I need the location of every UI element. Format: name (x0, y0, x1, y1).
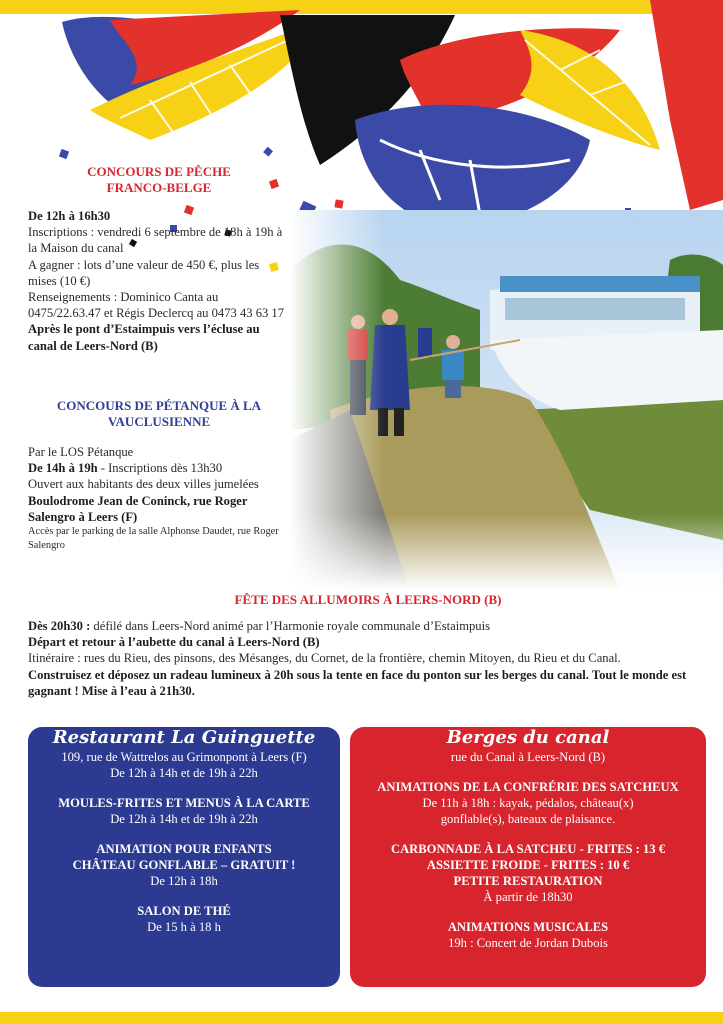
fete-radeau: Construisez et déposez un radeau lumineux à 20h sous la tente en face du ponton sur les berges du canal. Tout le monde est gagnant ! Mise à l’eau à 21h30. (28, 667, 687, 698)
peche-gagner: A gagner : lots d’une valeur de 450 €, plus les mises (10 €) (28, 257, 260, 288)
petanque-org: Par le LOS Pétanque (28, 445, 134, 459)
satcheux-text: De 11h à 18h : kayak, pédalos, château(x) gonflable(s), bateaux de plaisance. (422, 796, 634, 826)
petanque-title: CONCOURS DE PÉTANQUE À LA VAUCLUSIENNE (56, 398, 262, 429)
fete-itineraire: Itinéraire : rues du Rieu, des pinsons, des Mésanges, du Cornet, de la frontière, chemin Mitoyen, du Rieu et du Canal. (28, 651, 621, 666)
petanque-section (28, 398, 290, 552)
assiette-line: ASSIETTE FROIDE - FRITES : 10 € (426, 858, 630, 872)
peche-title: CONCOURS DE PÊCHE FRANCO-BELGE (87, 164, 231, 195)
fete-title: FÊTE DES ALLUMOIRS À LEERS-NORD (B) (234, 592, 502, 607)
salon-the-hours: De 15 h à 18 h (147, 920, 221, 934)
musique-text: 19h : Concert de Jordan Dubois (448, 936, 608, 950)
musique-title: ANIMATIONS MUSICALES (447, 920, 609, 934)
animation-enfants-hours: De 12h à 18h (150, 874, 218, 888)
guinguette-box (28, 727, 340, 987)
petanque-time: De 14h à 19h (28, 461, 98, 476)
guinguette-title: Restaurant La Guinguette (52, 727, 316, 748)
satcheux-title: ANIMATIONS DE LA CONFRÉRIE DES SATCHEUX (377, 780, 679, 794)
petite-restauration: PETITE RESTAURATION (453, 874, 603, 888)
peche-section (28, 164, 290, 354)
moules-title: MOULES-FRITES ET MENUS À LA CARTE (58, 796, 310, 810)
animation-enfants-title: ANIMATION POUR ENFANTS CHÂTEAU GONFLABLE – GRATUIT ! (72, 842, 296, 872)
guinguette-address: 109, rue de Wattrelos au Grimonpont à Leers (F) (61, 750, 307, 764)
restauration-hours: À partir de 18h30 (483, 890, 573, 904)
fete-time-line (28, 618, 708, 634)
fete-depart: Départ et retour à l’aubette du canal à Leers-Nord (B) (28, 635, 320, 650)
salon-the-title: SALON DE THÉ (137, 904, 231, 918)
petanque-time-rest: - Inscriptions dès 13h30 (97, 461, 223, 476)
petanque-lieu: Boulodrome Jean de Coninck, rue Roger Salengro à Leers (F) (28, 493, 248, 524)
petanque-time-line (28, 460, 290, 476)
peche-renseignements: Renseignements : Dominico Canta au 0475/22.63.47 et Régis Declercq au 0473 43 63 17 (28, 290, 285, 321)
peche-inscriptions: Inscriptions : vendredi 6 septembre de 18h à 19h à la Maison du canal (28, 225, 283, 256)
canal-photo (290, 210, 723, 590)
carbonnade-line: CARBONNADE À LA SATCHEU - FRITES : 13 € (390, 842, 666, 856)
peche-time: De 12h à 16h30 (28, 209, 111, 223)
moules-hours: De 12h à 14h et de 19h à 22h (110, 812, 258, 826)
fete-time-rest: défilé dans Leers-Nord animé par l’Harmonie royale communale d’Estaimpuis (90, 619, 490, 633)
top-yellow-band (0, 0, 723, 14)
fete-time: Dès 20h30 : (28, 619, 91, 633)
fete-section (28, 592, 708, 699)
berges-title: Berges du canal (446, 727, 610, 748)
peche-lieu: Après le pont d’Estaimpuis vers l’écluse au canal de Leers-Nord (B) (28, 322, 260, 353)
bottom-yellow-band (0, 1008, 723, 1024)
petanque-ouvert: Ouvert aux habitants des deux villes jumelées (28, 477, 259, 492)
red-leaf-right (650, 0, 723, 210)
petanque-acces: Accès par le parking de la salle Alphonse Daudet, rue Roger Salengro (28, 526, 279, 551)
guinguette-hours: De 12h à 14h et de 19h à 22h (110, 766, 258, 780)
berges-box (350, 727, 706, 987)
berges-address: rue du Canal à Leers-Nord (B) (450, 750, 606, 764)
